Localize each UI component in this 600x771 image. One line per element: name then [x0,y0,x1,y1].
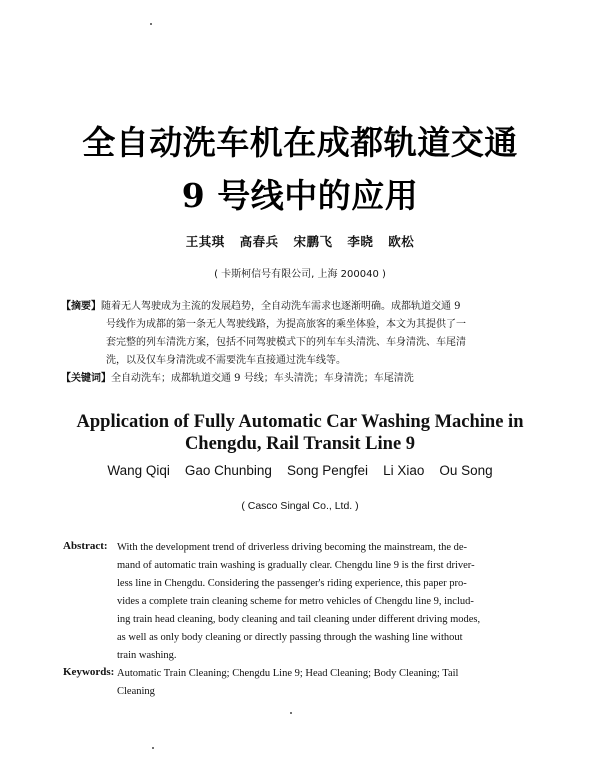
en-abstract-line: less line in Chengdu. Considering the passenger's riding experience, this paper pro- [117,578,467,589]
cn-abstract-line: 套完整的列车清洗方案，包括不同驾驶模式下的列车车头清洗、车身清洗、车尾清 [106,337,466,348]
scan-speck [290,712,292,714]
scan-speck [152,747,154,749]
en-keywords [117,665,547,701]
en-abstract-line: vides a complete train cleaning scheme for metro vehicles of Chengdu line 9, includ- [117,596,474,607]
cn-author: 高春兵 [239,234,279,249]
en-keywords-line: Cleaning [117,686,155,697]
en-abstract-line: mand of automatic train washing is gradually clear. Chengdu line 9 is the first driver- [117,560,475,571]
en-title-line1: Application of Fully Automatic Car Washing Machine in [76,412,524,432]
en-abstract-line: With the development trend of driverless driving becoming the mainstream, the de- [117,542,468,553]
en-abstract [117,539,547,665]
en-abstract-line: ing train head cleaning, body cleaning and tail cleaning under different driving modes, [117,614,481,625]
en-affiliation: ( Casco Singal Co., Ltd. ) [241,500,359,512]
cn-abstract-line: 随着无人驾驶成为主流的发展趋势，全自动洗车需求也逐渐明确。成都轨道交通 9 [101,301,461,312]
cn-abstract-line: 号线作为成都的第一条无人驾驶线路，为提高旅客的乘坐体验，本文为其提供了一 [106,319,466,330]
cn-author: 宋鹏飞 [293,234,333,249]
en-keywords-line: Automatic Train Cleaning; Chengdu Line 9; Head Cleaning; Body Cleaning; Tail [117,668,459,679]
cn-authors [0,232,600,250]
cn-keywords [61,370,547,388]
cn-abstract-label: 【摘要】 [61,301,101,312]
en-abstract-line: as well as only body cleaning or directly passing through the washing line without [117,632,463,643]
cn-abstract-line: 洗，以及仅车身清洗或不需要洗车直接通过洗车线等。 [106,355,346,366]
en-author: Li Xiao [383,463,425,478]
en-authors [0,463,600,478]
en-title-line2: Chengdu, Rail Transit Line 9 [184,434,416,454]
scan-speck [150,23,152,25]
cn-keywords-label: 【关键词】 [61,373,111,384]
cn-abstract [61,298,547,388]
cn-keywords-text: 全自动洗车；成都轨道交通 9 号线；车头清洗；车身清洗；车尾清洗 [111,373,414,384]
en-author: Ou Song [439,463,493,478]
en-author: Gao Chunbing [184,463,272,478]
cn-author: 欧松 [388,234,415,249]
cn-author: 王其琪 [185,234,225,249]
en-keywords-label: Keywords: [63,666,115,678]
cn-author: 李晓 [347,234,374,249]
cn-title-line2: 9 号线中的应用 [181,176,419,215]
en-author: Wang Qiqi [107,463,170,478]
en-abstract-line: train washing. [117,650,177,661]
cn-title-line1: 全自动洗车机在成都轨道交通 [82,123,518,162]
cn-affiliation: ( 卡斯柯信号有限公司, 上海 200040 ) [214,269,386,280]
en-author: Song Pengfei [286,463,369,478]
en-abstract-label: Abstract: [63,540,108,552]
